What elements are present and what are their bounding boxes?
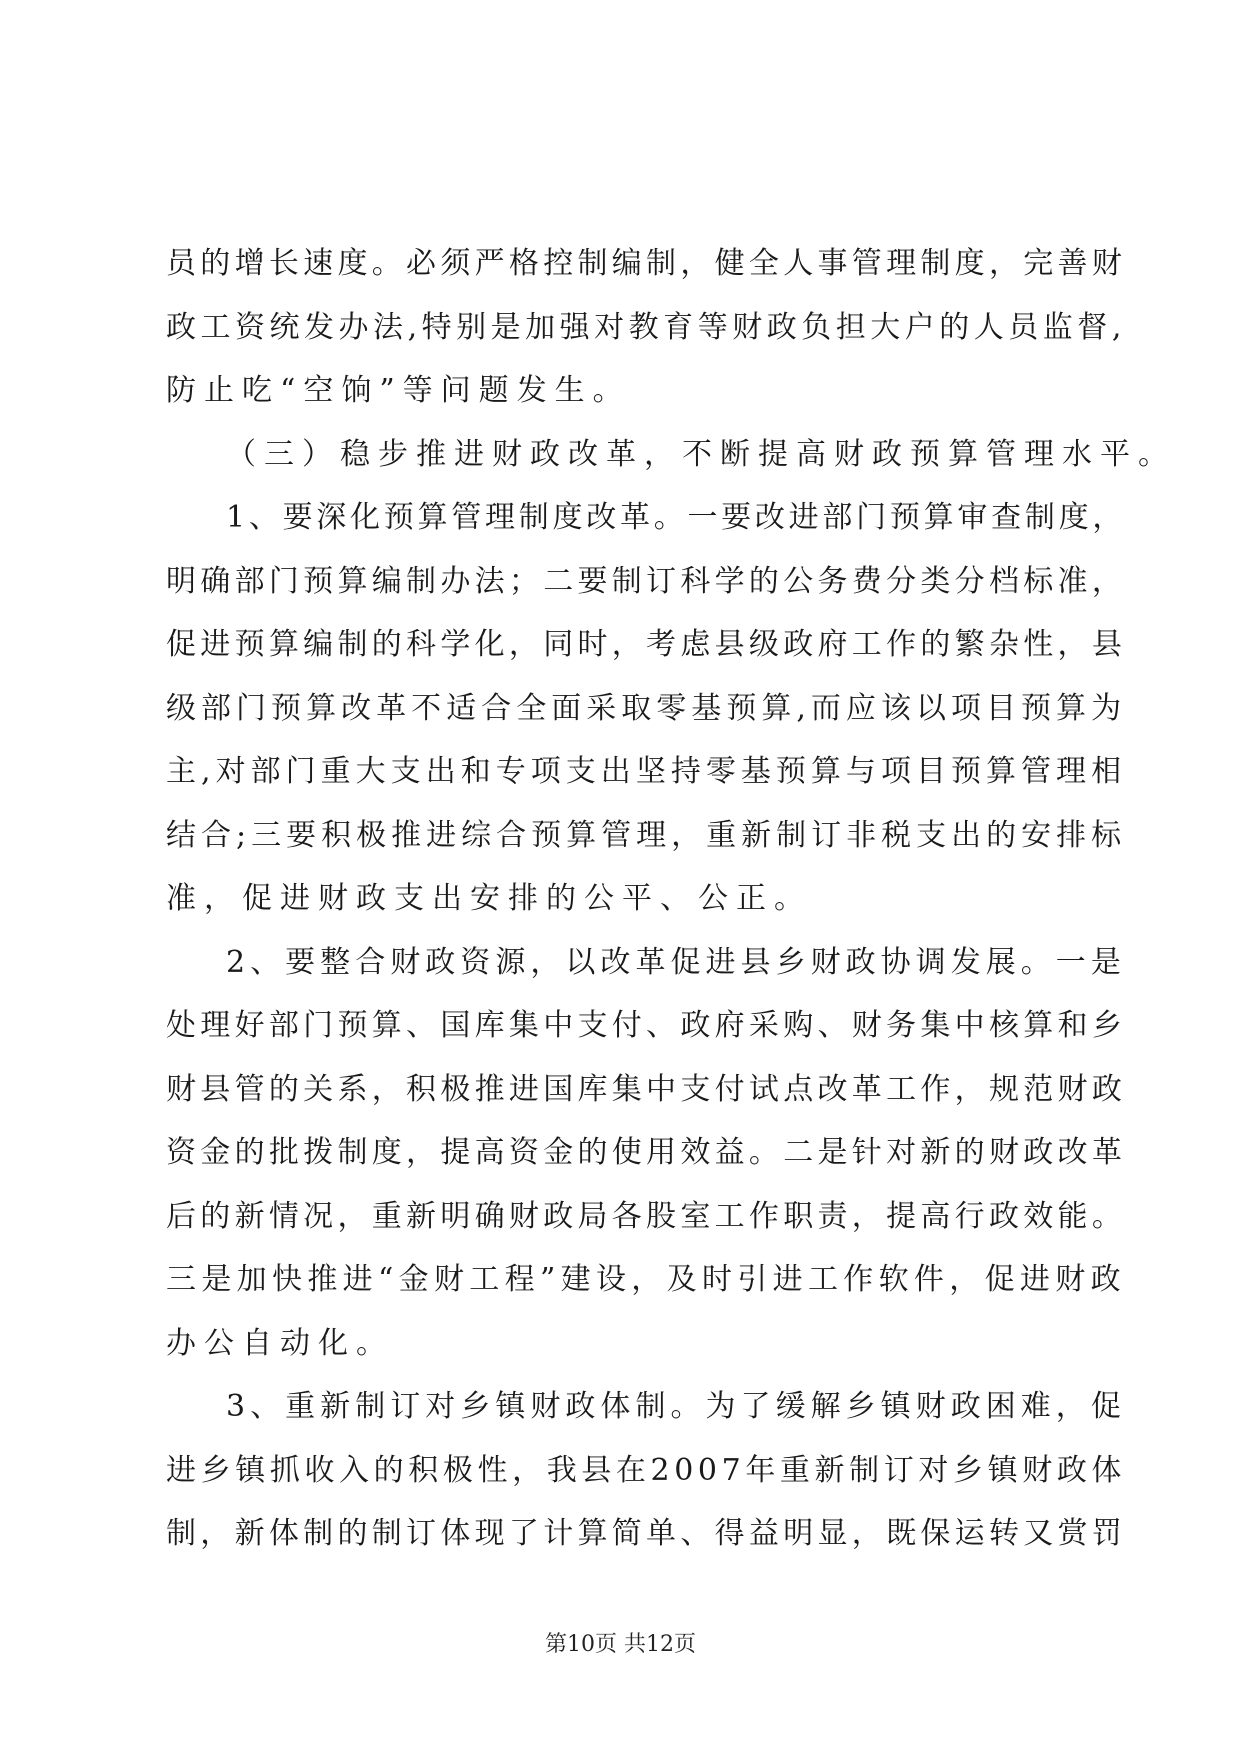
paragraph-start-line: 3、重新制订对乡镇财政体制。为了缓解乡镇财政困难，促 bbox=[226, 1389, 1126, 1424]
text-line: 防止吃“空饷”等问题发生。 bbox=[166, 373, 631, 408]
text-line: 财县管的关系，积极推进国库集中支付试点改革工作，规范财政 bbox=[166, 1071, 1127, 1107]
text-line: 资金的批拨制度，提高资金的使用效益。二是针对新的财政改革 bbox=[166, 1135, 1127, 1170]
text-line: 员的增长速度。必须严格控制编制，健全人事管理制度，完善财 bbox=[166, 246, 1127, 281]
text-line: 明确部门预算编制办法；二要制订科学的公务费分类分档标准， bbox=[166, 563, 1127, 599]
text-line: 办公自动化。 bbox=[166, 1325, 394, 1361]
paragraph-start-line: 2、要整合财政资源，以改革促进县乡财政协调发展。一是 bbox=[226, 944, 1126, 980]
text-line: 结合;三要积极推进综合预算管理，重新制订非税支出的安排标 bbox=[166, 817, 1127, 853]
section-heading: （三）稳步推进财政改革，不断提高财政预算管理水平。 bbox=[226, 436, 1176, 472]
paragraph-start-line: 1、要深化预算管理制度改革。一要改进部门预算审查制度， bbox=[226, 500, 1127, 535]
text-line: 三是加快推进“金财工程”建设，及时引进工作软件，促进财政 bbox=[166, 1262, 1126, 1297]
text-line: 后的新情况，重新明确财政局各股室工作职责，提高行政效能。 bbox=[166, 1198, 1127, 1234]
text-line: 处理好部门预算、国库集中支付、政府采购、财务集中核算和乡 bbox=[166, 1008, 1127, 1043]
text-line: 政工资统发办法,特别是加强对教育等财政负担大户的人员监督, bbox=[166, 309, 1126, 345]
text-line: 准，促进财政支出安排的公平、公正。 bbox=[166, 881, 812, 916]
text-line: 促进预算编制的科学化，同时，考虑县级政府工作的繁杂性，县 bbox=[166, 627, 1127, 662]
text-line: 主,对部门重大支出和专项支出坚持零基预算与项目预算管理相 bbox=[166, 754, 1127, 789]
text-line: 进乡镇抓收入的积极性，我县在2007年重新制订对乡镇财政体 bbox=[166, 1452, 1127, 1488]
text-line: 级部门预算改革不适合全面采取零基预算,而应该以项目预算为 bbox=[166, 690, 1127, 726]
document-body bbox=[166, 232, 1176, 1566]
text-line: 制，新体制的制订体现了计算简单、得益明显，既保运转又赏罚 bbox=[166, 1516, 1127, 1551]
page-number-footer: 第10页 共12页 bbox=[545, 1632, 696, 1657]
